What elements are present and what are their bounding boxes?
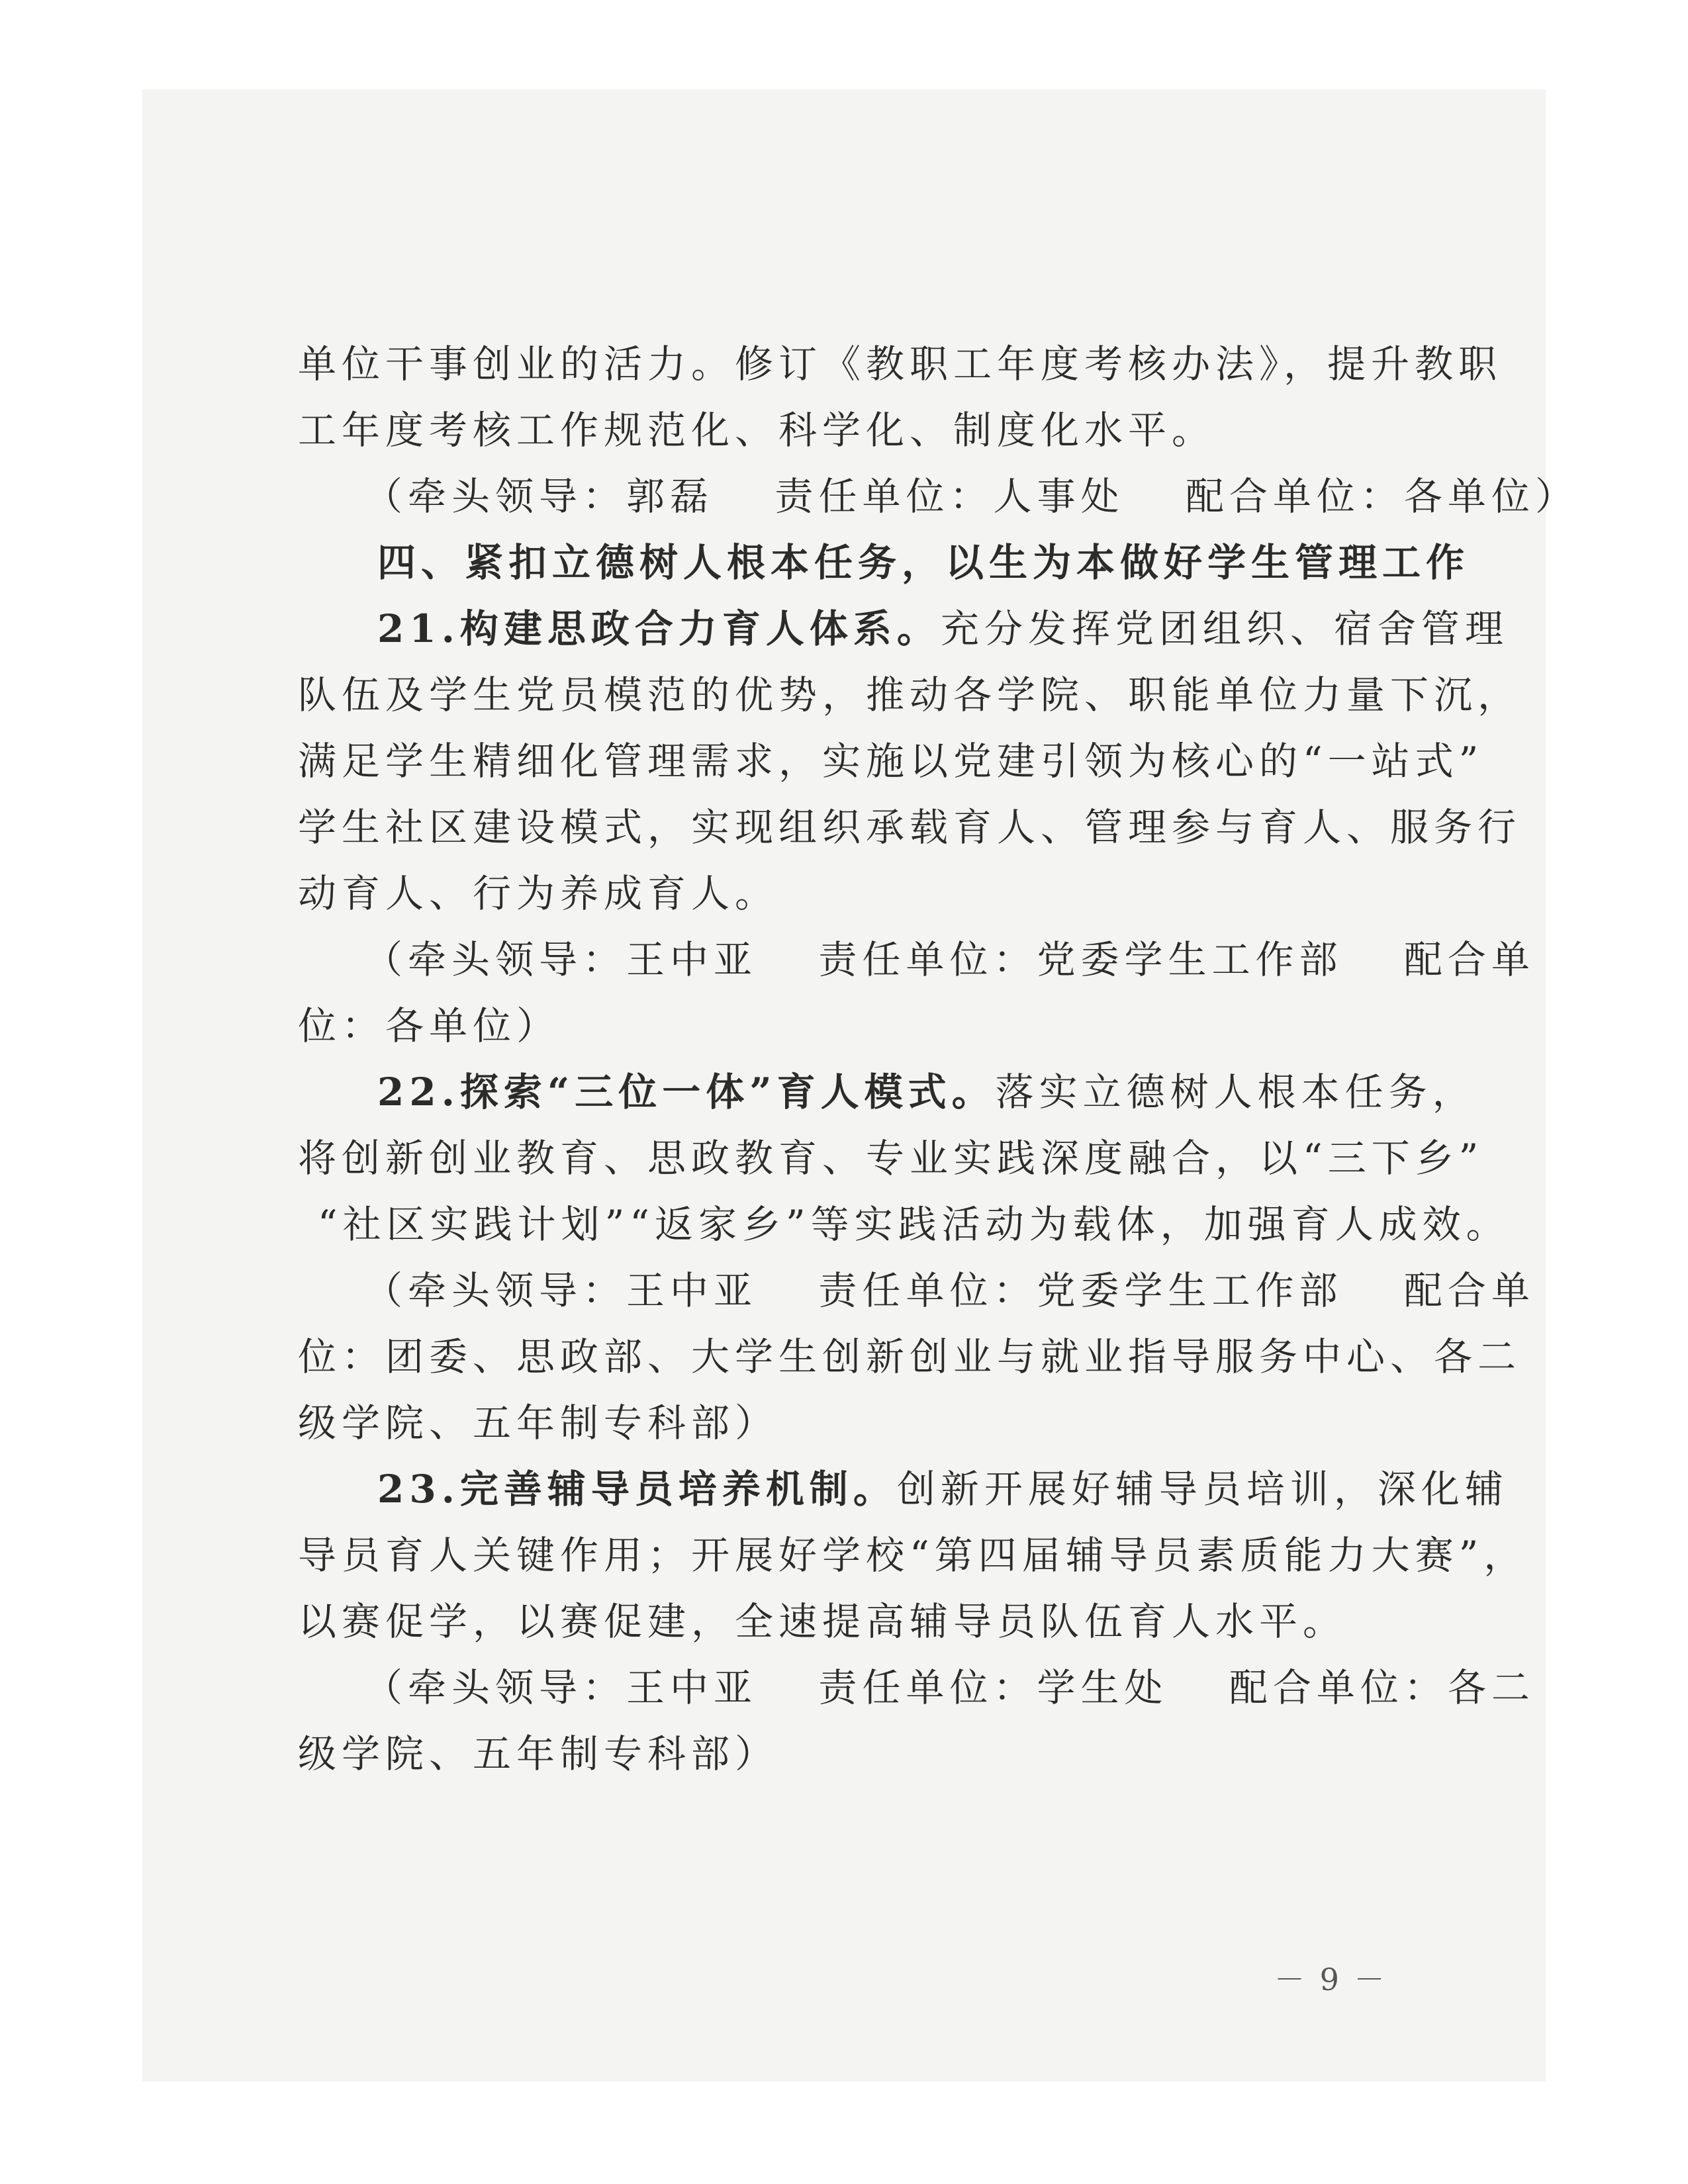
paragraph-line: 单位干事创业的活力。修订《教职工年度考核办法》，提升教职 bbox=[298, 341, 1503, 387]
item-21-first-line bbox=[377, 606, 1509, 652]
item-23-text: 创新开展好辅导员培训，深化辅 bbox=[896, 1467, 1509, 1512]
item-23-title: 23.完善辅导员培养机制。 bbox=[377, 1467, 897, 1512]
paragraph-line: 学生社区建设模式，实现组织承载育人、管理参与育人、服务行 bbox=[298, 805, 1522, 850]
responsibility-note: 位：团委、思政部、大学生创新创业与就业指导服务中心、各二 bbox=[298, 1334, 1522, 1379]
paragraph-line: 以赛促学，以赛促建，全速提高辅导员队伍育人水平。 bbox=[298, 1599, 1347, 1644]
item-21-title: 21.构建思政合力育人体系。 bbox=[377, 606, 941, 651]
responsibility-note: 级学院、五年制专科部） bbox=[298, 1400, 779, 1445]
paragraph-line: 工年度考核工作规范化、科学化、制度化水平。 bbox=[298, 408, 1216, 453]
responsibility-note: （牵头领导：王中亚 责任单位：党委学生工作部 配合单 bbox=[364, 937, 1535, 982]
item-23-first-line bbox=[377, 1466, 1509, 1512]
responsibility-note: 位：各单位） bbox=[298, 1003, 561, 1048]
responsibility-note: （牵头领导：郭磊 责任单位：人事处 配合单位：各单位） bbox=[364, 474, 1579, 519]
paragraph-line: 导员育人关键作用；开展好学校“第四届辅导员素质能力大赛”， bbox=[298, 1533, 1528, 1578]
paragraph-line: 队伍及学生党员模范的优势，推动各学院、职能单位力量下沉， bbox=[298, 672, 1522, 717]
paragraph-line: 满足学生精细化管理需求，实施以党建引领为核心的“一站式” bbox=[298, 739, 1484, 784]
responsibility-note: 级学院、五年制专科部） bbox=[298, 1731, 779, 1776]
item-22-first-line bbox=[377, 1069, 1476, 1115]
section-heading: 四、紧扣立德树人根本任务，以生为本做好学生管理工作 bbox=[377, 540, 1470, 585]
paragraph-line: 动育人、行为养成育人。 bbox=[298, 871, 779, 916]
responsibility-note: （牵头领导：王中亚 责任单位：党委学生工作部 配合单 bbox=[364, 1268, 1535, 1313]
paragraph-line: 将创新创业教育、思政教育、专业实践深度融合，以“三下乡” bbox=[298, 1136, 1484, 1181]
paragraph-line: “社区实践计划”“返家乡”等实践活动为载体，加强育人成效。 bbox=[318, 1202, 1510, 1247]
item-22-title: 22.探索“三位一体”育人模式。 bbox=[377, 1069, 996, 1115]
item-21-text: 充分发挥党团组织、宿舍管理 bbox=[940, 606, 1509, 651]
page-number: － 9 － bbox=[1274, 1962, 1387, 1997]
responsibility-note: （牵头领导：王中亚 责任单位：学生处 配合单位：各二 bbox=[364, 1665, 1535, 1710]
item-22-text: 落实立德树人根本任务， bbox=[995, 1069, 1476, 1115]
